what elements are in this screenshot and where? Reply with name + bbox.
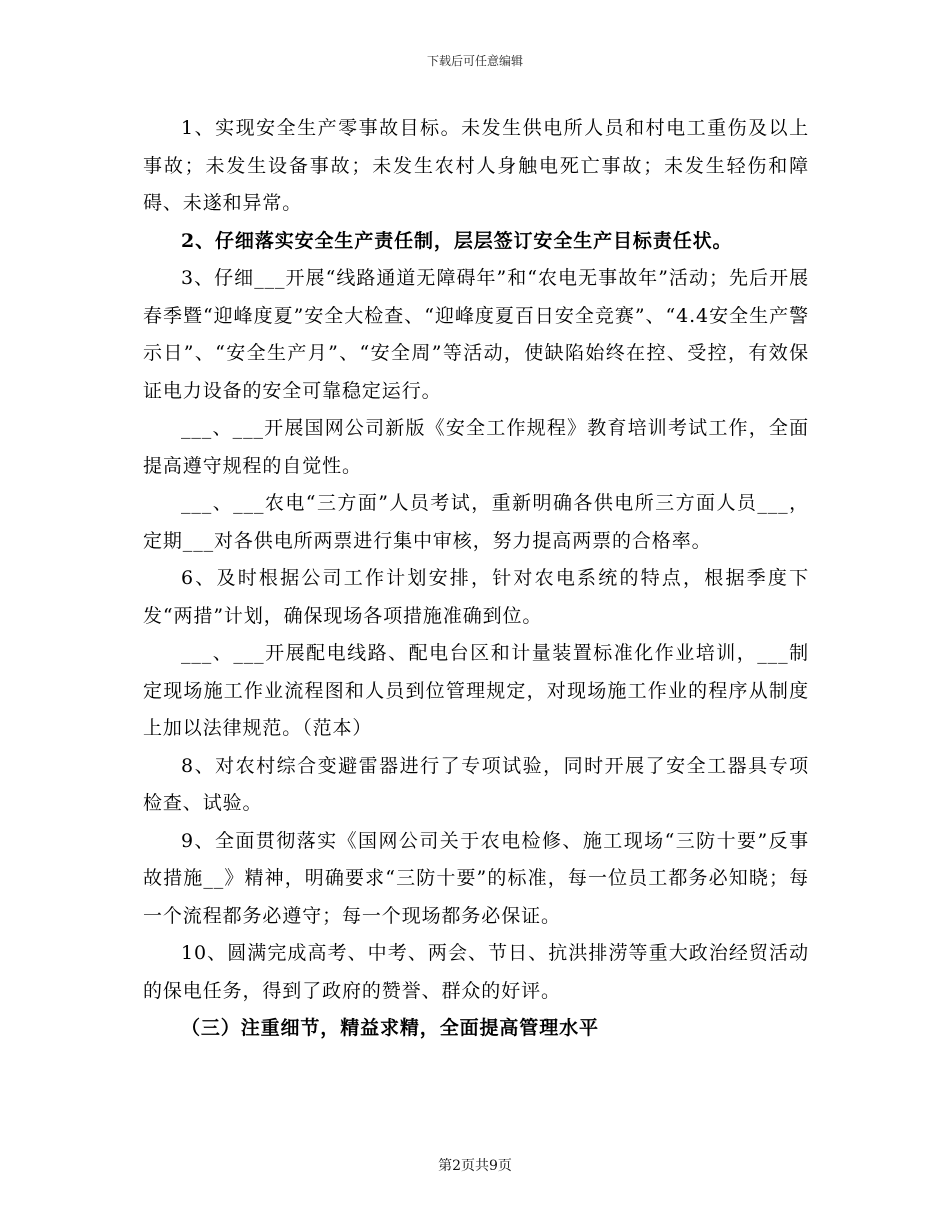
page-footer: 第2页共9页	[438, 1158, 512, 1174]
document-body	[143, 110, 809, 1048]
paragraph-4: ___、___开展国网公司新版《安全工作规程》教育培训考试工作，全面提高遵守规程的自觉性。	[143, 417, 809, 477]
paragraph-6: 6、及时根据公司工作计划安排，针对农电系统的特点，根据季度下发“两措”计划，确保现场各项措施准确到位。	[143, 567, 809, 627]
paragraph-10: 10、圆满完成高考、中考、两会、节日、抗洪排涝等重大政治经贸活动的保电任务，得到了政府的赞誉、群众的好评。	[143, 942, 809, 1002]
paragraph-7: ___、___开展配电线路、配电台区和计量装置标准化作业培训，___制定现场施工作业流程图和人员到位管理规定，对现场施工作业的程序从制度上加以法律规范。（范本）	[143, 642, 809, 739]
paragraph-5: ___、___农电“三方面”人员考试，重新明确各供电所三方面人员___，定期___对各供电所两票进行集中审核，努力提高两票的合格率。	[143, 492, 809, 552]
page-header: 下载后可任意编辑	[426, 54, 523, 68]
paragraph-2: 2、仔细落实安全生产责任制，层层签订安全生产目标责任状。	[181, 229, 733, 252]
paragraph-1: 1、实现安全生产零事故目标。未发生供电所人员和村电工重伤及以上事故；未发生设备事故；未发生农村人身触电死亡事故；未发生轻伤和障碍、未遂和异常。	[143, 117, 809, 214]
paragraph-9: 9、全面贯彻落实《国网公司关于农电检修、施工现场“三防十要”反事故措施__》精神，明确要求“三防十要”的标准，每一位员工都务必知晓；每一个流程都务必遵守；每一个现场都务必保证。	[143, 829, 809, 927]
paragraph-3: 3、仔细___开展“线路通道无障碍年”和“农电无事故年”活动；先后开展春季暨“迎峰度夏”安全大检查、“迎峰度夏百日安全竞赛”、“4.4安全生产警示日”、“安全生产月”、“安全周”等活动，使缺陷始终在控、受控，有效保证电力设备的安全可靠稳定运行。	[143, 267, 809, 402]
paragraph-8: 8、对农村综合变避雷器进行了专项试验，同时开展了安全工器具专项检查、试验。	[143, 754, 809, 814]
section-heading: （三）注重细节，精益求精，全面提高管理水平	[181, 1017, 599, 1039]
